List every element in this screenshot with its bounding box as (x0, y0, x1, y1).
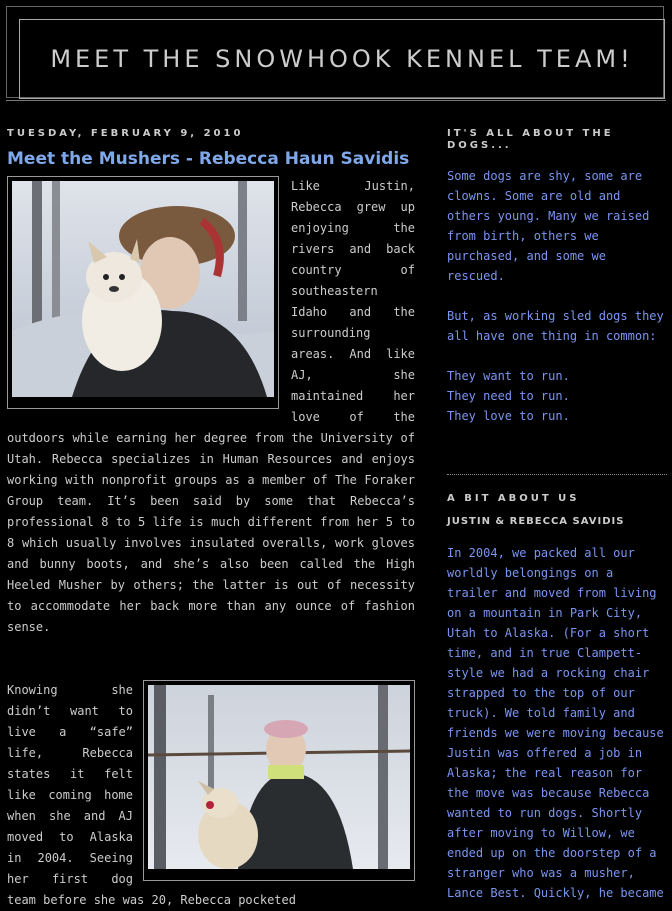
sidebar-heading-dogs: IT'S ALL ABOUT THE DOGS... (447, 128, 614, 151)
photo-image (12, 181, 274, 397)
sidebar-dogs-line3: They love to run. (447, 409, 570, 423)
photo-image-2 (148, 685, 410, 869)
sidebar (447, 120, 667, 903)
rebecca-puppy-photo[interactable] (7, 176, 279, 409)
sidebar-dogs-line2: They need to run. (447, 389, 570, 403)
blog-header (6, 6, 664, 98)
rebecca-dog-photo[interactable] (143, 680, 415, 881)
header-inner-frame (19, 19, 665, 99)
sidebar-dogs-line1: They want to run. (447, 369, 570, 383)
sidebar-about-subheading: JUSTIN & REBECCA SAVIDIS (447, 516, 625, 527)
post-title-link[interactable]: Meet the Mushers - Rebecca Haun Savidis (7, 149, 410, 169)
sidebar-divider (447, 474, 667, 475)
blog-title[interactable]: MEET THE SNOWHOOK KENNEL TEAM! (50, 45, 634, 73)
sidebar-dogs-text (447, 166, 667, 426)
sidebar-about-text: In 2004, we packed all our worldly belongings on a trailer and moved from living on a mountain in Park City, Utah to Alaska. (For a short time, and in true Clampett-style we had a rocking chair strapped to the top of our truck). We told family and friends we were moving because Justin was offered a job in Alaska; the real reason for the move was because Rebecca wanted to run dogs. Shortly after moving to Willow, we ended up on the doorstep of a stranger who was a musher, Lance Best. Quickly, he became (447, 546, 664, 900)
main-column (7, 120, 415, 911)
sidebar-heading-about: A BIT ABOUT US (447, 493, 580, 504)
post-paragraph-1: Like Justin, Rebecca grew up enjoying the rivers and back country of southeastern Idaho and the surrounding areas. And like AJ, she maintained her love of the outdoors while earning her degree from the University of Utah. Rebecca specializes in Human Resources and enjoys working with nonprofit groups as a member of The Foraker Group team. It’s been said by some that Rebecca’s professional 8 to 5 life is much different from her 5 to 8 which usually involves insulated overalls, work gloves and bunny boots, and she’s also been called the High Heeled Musher by others; the latter is out of necessity to accommodate her back more than any ounce of fashion sense. (7, 179, 415, 634)
header-divider (6, 100, 666, 101)
post-paragraph-2: Knowing she didn’t want to live a “safe” life, Rebecca states it felt like coming home when she and AJ moved to Alaska in 2004. Seeing her first dog team before she was 20, Rebecca pocketed (7, 683, 296, 907)
sidebar-dogs-p2: But, as working sled dogs they all have one thing in common: (447, 309, 664, 343)
post-date: TUESDAY, FEBRUARY 9, 2010 (7, 128, 244, 139)
sidebar-dogs-p1: Some dogs are shy, some are clowns. Some are old and others young. Many we raised from birth, others we purchased, and some we rescued. (447, 169, 650, 283)
